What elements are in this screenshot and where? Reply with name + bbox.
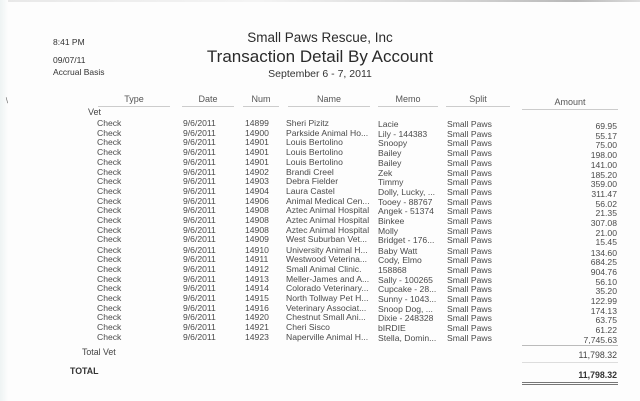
cell-type: Check	[97, 215, 122, 226]
cell-type: Check	[97, 253, 122, 264]
cell-memo: Timmy	[378, 177, 404, 188]
cell-amount: 311.47	[591, 189, 617, 200]
report-basis: Accrual Basis	[53, 67, 105, 77]
cell-num: 14913	[245, 273, 269, 284]
cell-amount: 122.99	[590, 295, 617, 306]
transaction-row	[0, 253, 640, 267]
cell-memo: Bailey	[378, 158, 402, 169]
cell-amount: 141.00	[590, 160, 617, 171]
subtotal-label: Total Vet	[82, 347, 116, 357]
cell-amount: 55.17	[595, 131, 617, 142]
cell-name: Colorado Veterinary...	[286, 282, 369, 293]
cell-type: Check	[97, 186, 122, 197]
cell-amount: 63.75	[595, 315, 617, 325]
cell-memo: Stella, Domin...	[378, 332, 437, 343]
cell-amount: 174.13	[590, 305, 617, 316]
cell-amount: 21.00	[595, 227, 617, 238]
cell-type: Check	[97, 224, 122, 235]
cell-name: Laura Castel	[286, 186, 335, 197]
cell-memo: Binkee	[378, 216, 405, 227]
cell-split: Small Paws	[447, 264, 492, 275]
cell-name: Cheri Sisco	[286, 321, 330, 332]
cell-memo: Zek	[378, 167, 393, 178]
cell-name: Meller-James and A...	[286, 273, 370, 284]
cell-type: Check	[97, 331, 122, 342]
cell-name: Aztec Animal Hospital	[286, 205, 370, 216]
cell-type: Check	[97, 166, 122, 177]
cell-amount: 359.00	[590, 179, 617, 190]
cell-type: Check	[97, 137, 122, 148]
cell-num: 14908	[245, 224, 269, 235]
cell-date: 9/6/2011	[183, 331, 216, 342]
cell-type: Check	[97, 176, 122, 187]
cell-num: 14902	[245, 166, 269, 177]
transaction-row	[0, 137, 640, 151]
cell-num: 14909	[245, 234, 269, 245]
subtotal-rule	[522, 345, 618, 346]
cell-memo: Snoop Dog, ...	[378, 303, 433, 314]
date-range: September 6 - 7, 2011	[268, 68, 372, 80]
cell-split: Small Paws	[447, 158, 492, 169]
transaction-row	[0, 263, 640, 277]
cell-amount: 15.45	[595, 237, 617, 248]
cell-name: Aztec Animal Hospital	[286, 224, 370, 235]
cell-split: Small Paws	[447, 119, 492, 129]
cell-name: Chestnut Small Ani...	[286, 312, 366, 322]
cell-date: 9/6/2011	[183, 282, 216, 293]
cell-num: 14899	[245, 118, 269, 128]
cell-num: 14903	[245, 176, 269, 187]
cell-num: 14912	[245, 263, 269, 274]
column-header-date: Date	[182, 94, 234, 107]
cell-num: 14923	[245, 331, 269, 342]
transaction-row	[0, 312, 640, 325]
cell-name: Louis Bertolino	[286, 157, 343, 168]
grand-total-amount: 11,798.32	[578, 370, 617, 380]
column-header-memo: Memo	[378, 94, 438, 107]
cell-memo: bIRDIE	[378, 322, 406, 333]
cell-type: Check	[97, 205, 122, 216]
cell-split: Small Paws	[447, 254, 492, 265]
account-section-label: Vet	[88, 107, 102, 117]
cell-date: 9/6/2011	[183, 166, 216, 177]
cell-num: 14914	[245, 282, 269, 293]
cell-split: Small Paws	[447, 293, 492, 304]
cell-date: 9/6/2011	[183, 263, 216, 274]
cell-num: 14906	[245, 195, 269, 206]
cell-date: 9/6/2011	[183, 302, 216, 313]
transaction-row	[0, 321, 640, 335]
cell-amount: 904.76	[590, 266, 617, 277]
cell-num: 14908	[245, 205, 269, 216]
cell-memo: Angek - 51374	[378, 206, 434, 217]
cell-type: Check	[97, 292, 122, 303]
transaction-row	[0, 147, 640, 161]
cell-num: 14908	[245, 215, 269, 226]
transaction-row	[0, 282, 640, 296]
cell-date: 9/6/2011	[183, 292, 216, 303]
column-header-num: Num	[243, 94, 279, 107]
cell-type: Check	[97, 263, 122, 274]
cell-type: Check	[97, 273, 122, 284]
cell-split: Small Paws	[447, 303, 492, 314]
cell-memo: Snoopy	[378, 138, 408, 149]
cell-num: 14904	[245, 186, 269, 197]
transaction-row	[0, 234, 640, 248]
cell-name: University Animal H...	[286, 244, 368, 255]
cell-date: 9/6/2011	[183, 186, 216, 197]
cell-type: Check	[97, 321, 122, 332]
cell-amount: 61.22	[595, 324, 617, 335]
grand-total-double-rule	[522, 382, 618, 385]
cell-num: 14901	[245, 147, 269, 158]
cell-memo: Lily - 144383	[378, 129, 428, 140]
cell-split: Small Paws	[447, 313, 492, 323]
transaction-row	[0, 166, 640, 180]
cell-memo: 158868	[378, 264, 407, 275]
cell-date: 9/6/2011	[183, 205, 216, 216]
cell-date: 9/6/2011	[183, 147, 216, 158]
cell-date: 9/6/2011	[183, 273, 216, 284]
cell-amount: 56.02	[595, 198, 617, 209]
report-time: 8:41 PM	[53, 37, 85, 47]
cell-num: 14920	[245, 312, 269, 322]
cell-amount: 75.00	[595, 140, 617, 151]
company-name: Small Paws Rescue, Inc	[247, 30, 393, 45]
cell-date: 9/6/2011	[183, 244, 216, 255]
cell-split: Small Paws	[447, 177, 492, 188]
cell-memo: Dolly, Lucky, ...	[378, 187, 435, 198]
cell-split: Small Paws	[447, 225, 492, 236]
cell-date: 9/6/2011	[183, 137, 216, 148]
column-header-name: Name	[288, 94, 370, 107]
cell-memo: Bridget - 176...	[378, 235, 435, 246]
column-header-split: Split	[446, 94, 510, 107]
cell-split: Small Paws	[447, 167, 492, 178]
cell-split: Small Paws	[447, 235, 492, 246]
cell-name: Sheri Pizitz	[286, 118, 329, 128]
report-title: Transaction Detail By Account	[206, 47, 434, 66]
cell-name: Brandi Creel	[286, 166, 334, 177]
cell-date: 9/6/2011	[183, 195, 216, 206]
cell-name: Louis Bertolino	[286, 137, 343, 148]
cell-date: 9/6/2011	[183, 234, 216, 245]
cell-memo: Sally - 100265	[378, 274, 433, 285]
cell-date: 9/6/2011	[183, 312, 216, 322]
cell-name: Animal Medical Cen...	[286, 195, 370, 206]
cell-split: Small Paws	[447, 129, 492, 140]
cell-name: Veterinary Associat...	[286, 302, 367, 313]
cell-type: Check	[97, 312, 122, 322]
cell-name: Small Animal Clinic.	[286, 263, 362, 274]
cell-date: 9/6/2011	[183, 118, 216, 128]
transaction-row	[0, 195, 640, 209]
cell-amount: 307.08	[590, 218, 617, 229]
cell-memo: Cupcake - 28...	[378, 283, 437, 294]
cell-type: Check	[97, 244, 122, 255]
cell-num: 14910	[245, 244, 269, 255]
cell-split: Small Paws	[447, 138, 492, 149]
cell-date: 9/6/2011	[183, 224, 216, 235]
cell-memo: Tooey - 88767	[378, 196, 433, 207]
cell-name: North Tollway Pet H...	[286, 292, 369, 303]
scan-edge-top	[0, 0, 640, 2]
transaction-row	[0, 292, 640, 306]
cell-type: Check	[97, 147, 122, 158]
transaction-row	[0, 176, 640, 190]
cell-split: Small Paws	[447, 322, 492, 333]
subtotal-amount: 11,798.32	[578, 350, 617, 360]
cell-num: 14915	[245, 292, 269, 303]
cell-memo: Bailey	[378, 148, 402, 159]
cell-date: 9/6/2011	[183, 215, 216, 226]
cell-date: 9/6/2011	[183, 176, 216, 187]
cell-memo: Sunny - 1043...	[378, 293, 437, 304]
cell-amount: 198.00	[590, 150, 617, 161]
cell-type: Check	[97, 195, 122, 206]
cell-memo: Baby Watt	[378, 245, 418, 256]
cell-name: West Suburban Vet...	[286, 234, 368, 245]
cell-split: Small Paws	[447, 148, 492, 159]
cell-name: Parkside Animal Ho...	[286, 128, 369, 139]
cell-name: Westwood Veterina...	[286, 253, 368, 264]
cell-type: Check	[97, 282, 122, 293]
cell-type: Check	[97, 234, 122, 245]
transaction-row	[0, 224, 640, 238]
transaction-row	[0, 205, 640, 219]
transaction-row	[0, 331, 640, 345]
cell-num: 14916	[245, 302, 269, 313]
cell-split: Small Paws	[447, 206, 492, 217]
cell-type: Check	[97, 118, 122, 128]
cell-num: 14901	[245, 137, 269, 148]
cell-split: Small Paws	[447, 187, 492, 198]
cell-type: Check	[97, 128, 122, 139]
cell-amount: 7,745.63	[583, 334, 617, 345]
cell-date: 9/6/2011	[183, 128, 216, 139]
cell-amount: 21.35	[595, 208, 617, 219]
cell-amount: 185.20	[590, 169, 617, 180]
cell-split: Small Paws	[447, 283, 492, 294]
transaction-row	[0, 118, 640, 131]
grand-total-label: TOTAL	[70, 366, 99, 376]
cell-split: Small Paws	[447, 332, 492, 343]
cell-num: 14901	[245, 157, 269, 168]
cell-type: Check	[97, 302, 122, 313]
cell-split: Small Paws	[447, 274, 492, 285]
cell-name: Debra Fielder	[286, 176, 339, 187]
cell-split: Small Paws	[447, 216, 492, 227]
column-header-amount: Amount	[522, 97, 618, 110]
column-header-type: Type	[98, 94, 170, 107]
cell-num: 14911	[245, 253, 269, 264]
subtotal-rule-bottom	[522, 362, 618, 363]
cell-memo: Cody, Elmo	[378, 254, 422, 265]
cell-name: Louis Bertolino	[286, 147, 343, 158]
cell-amount: 134.60	[590, 247, 617, 258]
cell-memo: Molly	[378, 225, 399, 236]
report-date: 09/07/11	[53, 55, 86, 65]
cell-name: Naperville Animal H...	[286, 331, 369, 342]
cell-date: 9/6/2011	[183, 157, 216, 168]
cell-name: Aztec Animal Hospital	[286, 215, 370, 226]
cell-num: 14921	[245, 321, 269, 332]
cell-date: 9/6/2011	[183, 253, 216, 264]
cell-num: 14900	[245, 128, 269, 139]
cell-date: 9/6/2011	[183, 321, 216, 332]
cell-amount: 69.95	[595, 121, 617, 131]
cell-memo: Lacie	[378, 119, 399, 129]
cell-split: Small Paws	[447, 196, 492, 207]
cell-amount: 56.10	[595, 276, 617, 287]
cell-amount: 684.25	[590, 256, 617, 267]
cell-split: Small Paws	[447, 245, 492, 256]
cell-memo: Dixie - 248328	[378, 313, 434, 323]
cell-type: Check	[97, 157, 122, 168]
pen-mark: /	[3, 96, 11, 105]
cell-amount: 35.20	[595, 285, 617, 296]
